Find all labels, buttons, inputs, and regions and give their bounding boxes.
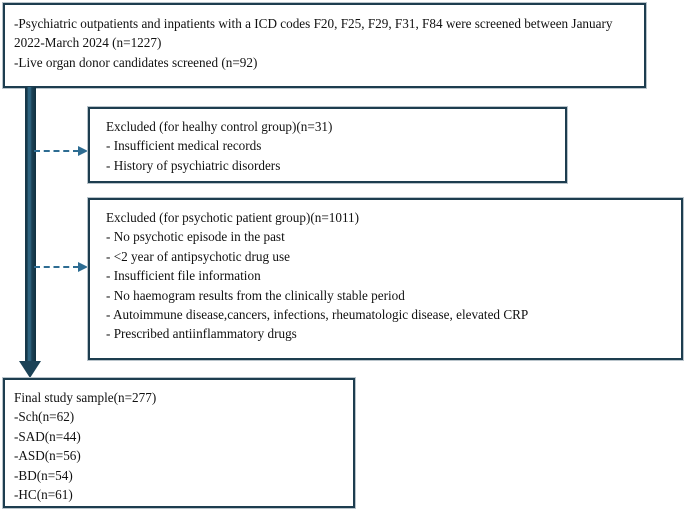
arrowhead-icon: [78, 262, 88, 272]
excluded-healthy-control-item: - Insufficient medical records: [106, 138, 262, 154]
excluded-healthy-control-box: [88, 107, 567, 183]
main-flow-arrowhead-icon: [19, 361, 41, 378]
dashed-line: [34, 150, 79, 152]
dashed-arrow-to-psychotic-exclusions: [34, 262, 88, 273]
excluded-psychotic-item: - Prescribed antiinflammatory drugs: [106, 326, 297, 342]
final-sample-item: -SAD(n=44): [14, 428, 81, 444]
main-flow-arrow: [25, 87, 36, 364]
excluded-healthy-control-item: - History of psychiatric disorders: [106, 157, 281, 173]
final-sample-item: -Sch(n=62): [14, 409, 75, 425]
excluded-healthy-control-heading: Excluded (for healhy control group)(n=31): [106, 119, 333, 134]
final-sample-heading: Final study sample(n=277): [14, 390, 157, 405]
screening-box: [3, 3, 646, 88]
excluded-psychotic-item: - Insufficient file information: [106, 268, 261, 284]
excluded-psychotic-item: - <2 year of antipsychotic drug use: [106, 248, 290, 264]
screening-line-2: -Live organ donor candidates screened (n=92): [14, 54, 258, 70]
excluded-psychotic-item: - No haemogram results from the clinically stable period: [106, 287, 405, 303]
final-sample-item: -HC(n=61): [14, 487, 73, 503]
excluded-psychotic-item: - Autoimmune disease,cancers, infections, rheumatologic disease, elevated CRP: [106, 307, 529, 323]
dashed-line: [34, 266, 79, 268]
excluded-psychotic-patient-box: [88, 198, 683, 360]
screening-line-1: -Psychiatric outpatients and inpatients with a ICD codes F20, F25, F29, F31, F84 were screened between January 2022-March 2024 (n=1227): [14, 16, 613, 51]
excluded-psychotic-heading: Excluded (for psychotic patient group)(n=1011): [106, 210, 360, 225]
arrowhead-icon: [78, 146, 88, 156]
final-sample-item: -ASD(n=56): [14, 448, 81, 464]
final-sample-item: -BD(n=54): [14, 467, 73, 483]
final-study-sample-box: [3, 378, 355, 508]
excluded-psychotic-item: - No psychotic episode in the past: [106, 229, 285, 245]
dashed-arrow-to-healthy-control-exclusions: [34, 146, 88, 157]
